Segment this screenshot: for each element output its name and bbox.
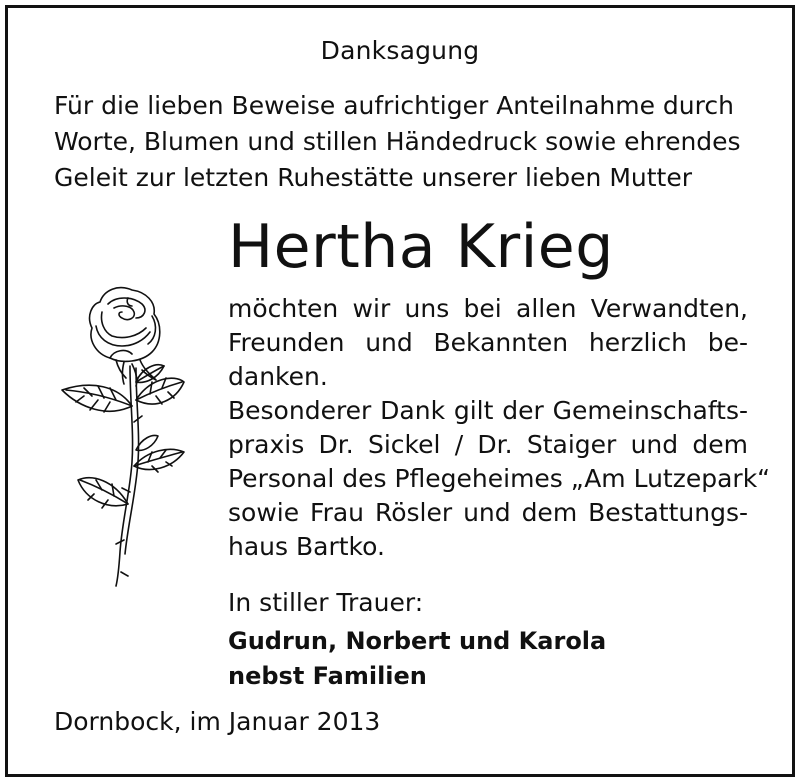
thanks-line: Personal des Pflegeheimes „Am Lutzepark“ bbox=[228, 464, 771, 493]
place-date: Dornbock, im Januar 2013 bbox=[54, 707, 381, 736]
family-line: Gudrun, Norbert und Karola bbox=[228, 627, 607, 655]
deceased-name: Hertha Krieg bbox=[228, 212, 614, 282]
thanks-text bbox=[228, 292, 771, 564]
notice-heading: Danksagung bbox=[320, 36, 480, 65]
intro-line: Für die lieben Beweise aufrichtiger Anteilnahme durch bbox=[54, 91, 734, 120]
family-signature bbox=[228, 624, 606, 694]
thanks-line: sowie Frau Rösler und dem Bestattungs- bbox=[228, 498, 748, 527]
thanks-line: möchten wir uns bei allen Verwandten, bbox=[228, 294, 748, 323]
thanks-line: praxis Dr. Sickel / Dr. Staiger und dem bbox=[228, 430, 748, 459]
thanks-line: haus Bartko. bbox=[228, 532, 385, 561]
family-line: nebst Familien bbox=[228, 662, 427, 690]
intro-line: Worte, Blumen und stillen Händedruck sowie ehrendes bbox=[54, 127, 741, 156]
intro-text bbox=[54, 88, 754, 196]
rose-icon bbox=[52, 282, 186, 588]
thanks-line: danken. bbox=[228, 362, 328, 391]
thanks-line: Freunden und Bekannten herzlich be- bbox=[228, 328, 748, 357]
thanks-line: Besonderer Dank gilt der Gemeinschafts- bbox=[228, 396, 748, 425]
intro-line: Geleit zur letzten Ruhestätte unserer lieben Mutter bbox=[54, 163, 693, 192]
mourning-label: In stiller Trauer: bbox=[228, 588, 424, 617]
